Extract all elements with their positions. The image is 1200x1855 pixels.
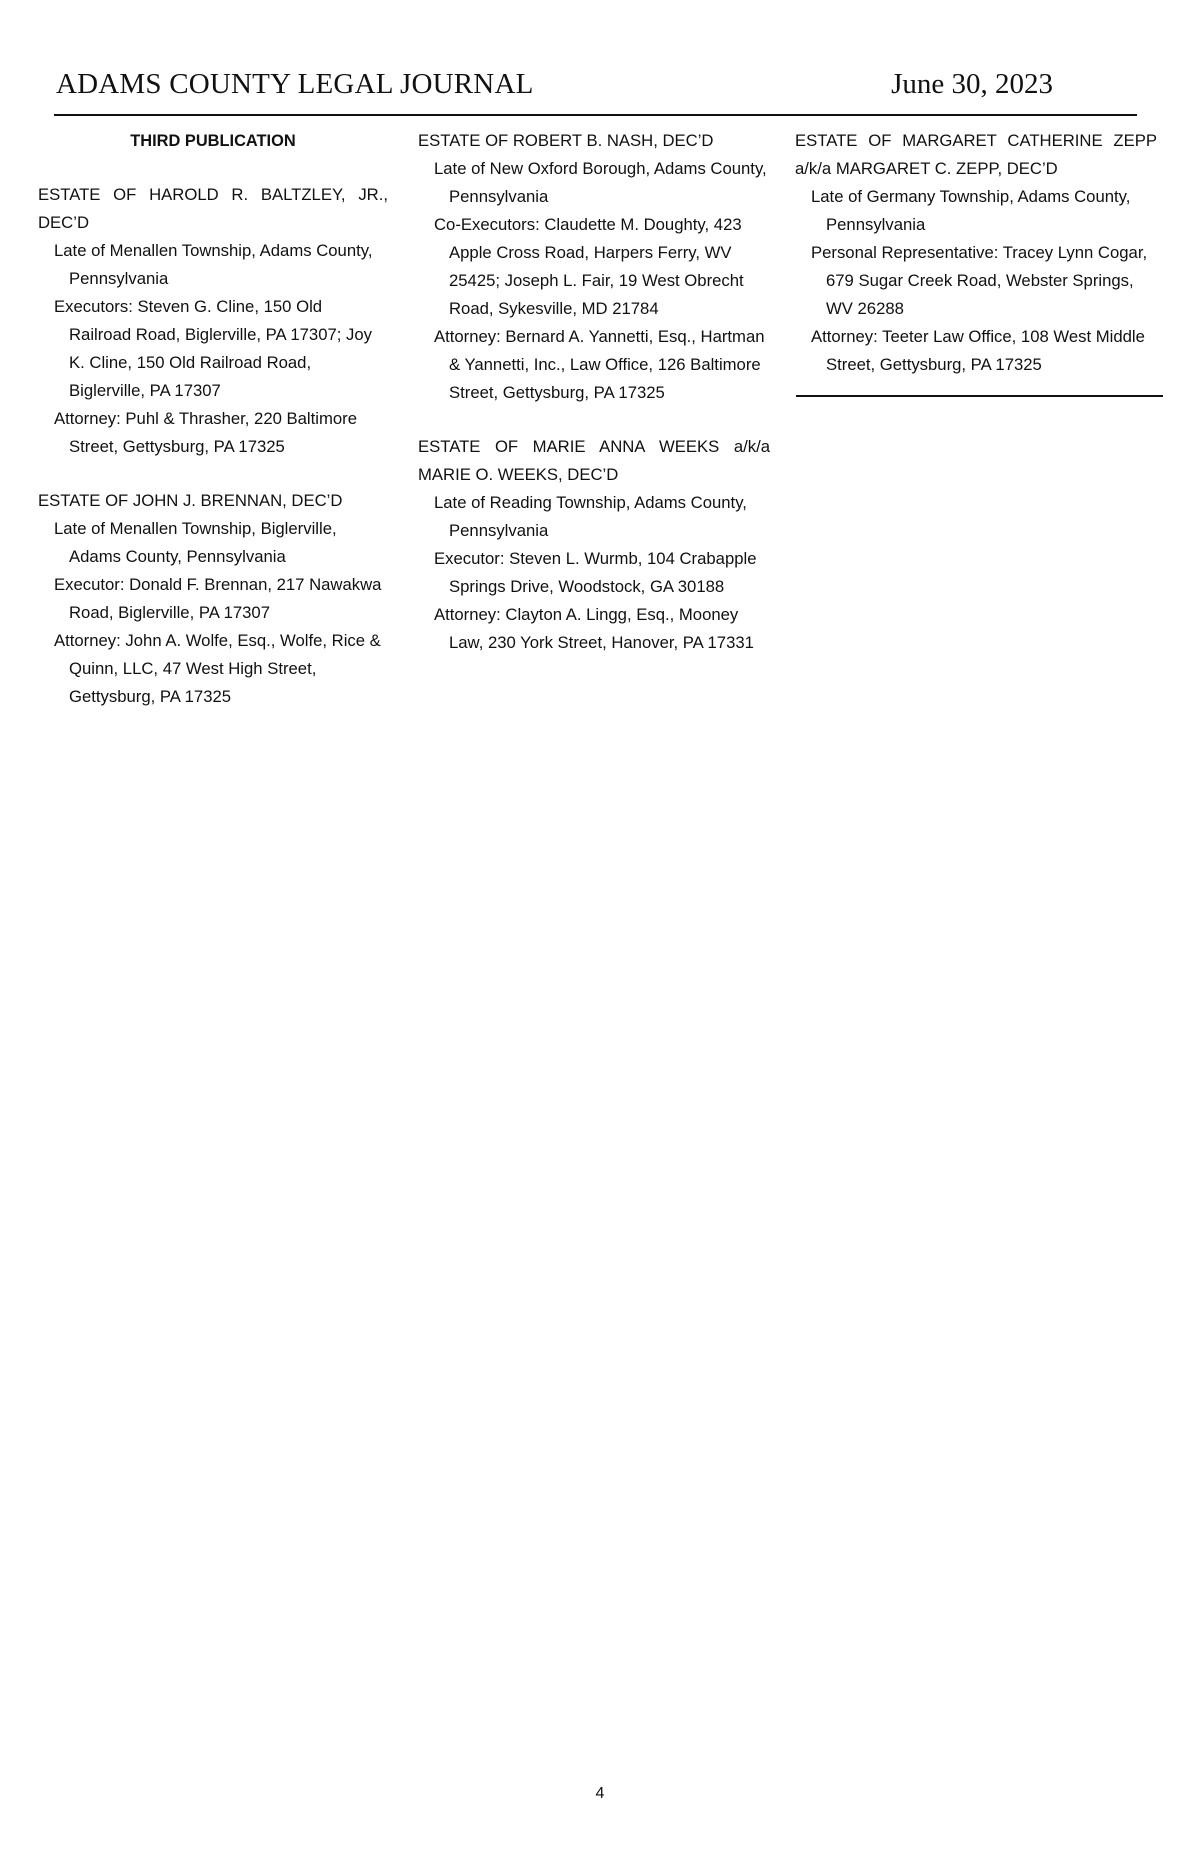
- issue-date: June 30, 2023: [891, 68, 1053, 100]
- estate-residence: Late of New Oxford Borough, Adams County, Pennsylvania: [434, 159, 767, 206]
- estate-residence: Late of Menallen Township, Biglerville, Adams County, Pennsylvania: [54, 519, 337, 566]
- estate-residence: Late of Reading Township, Adams County, Pennsylvania: [434, 493, 747, 540]
- estate-title: ESTATE OF HAROLD R. BALTZLEY, JR., DEC’D: [38, 185, 388, 232]
- estate-executor: Co-Executors: Claudette M. Doughty, 423 Apple Cross Road, Harpers Ferry, WV 25425; Joseph L. Fair, 19 West Obrecht Road, Sykesville, MD 21784: [434, 215, 744, 318]
- estate-title: ESTATE OF MARIE ANNA WEEKS a/k/a MARIE O. WEEKS, DEC’D: [418, 437, 770, 484]
- estate-title: ESTATE OF ROBERT B. NASH, DEC’D: [418, 131, 714, 150]
- estate-attorney: Attorney: Teeter Law Office, 108 West Middle Street, Gettysburg, PA 17325: [811, 327, 1145, 374]
- estate-notice: [418, 433, 770, 657]
- estate-title: ESTATE OF MARGARET CATHERINE ZEPP a/k/a MARGARET C. ZEPP, DEC’D: [795, 131, 1157, 178]
- estate-attorney: Attorney: Puhl & Thrasher, 220 Baltimore Street, Gettysburg, PA 17325: [54, 409, 358, 456]
- estate-attorney: Attorney: John A. Wolfe, Esq., Wolfe, Rice & Quinn, LLC, 47 West High Street, Gettysburg, PA 17325: [54, 631, 381, 706]
- column-1: [38, 127, 388, 737]
- estate-executor: Executor: Donald F. Brennan, 217 Nawakwa Road, Biglerville, PA 17307: [54, 575, 382, 622]
- page-number: 4: [595, 1785, 605, 1802]
- estate-title: ESTATE OF JOHN J. BRENNAN, DEC’D: [38, 491, 343, 510]
- column-2: [418, 127, 770, 683]
- estate-executor: Executors: Steven G. Cline, 150 Old Railroad Road, Biglerville, PA 17307; Joy K. Cline, 150 Old Railroad Road, Biglerville, PA 17307: [54, 297, 373, 400]
- estate-notice: [795, 127, 1157, 379]
- estate-residence: Late of Germany Township, Adams County, Pennsylvania: [811, 187, 1131, 234]
- journal-title: ADAMS COUNTY LEGAL JOURNAL: [56, 68, 534, 100]
- estate-notice: [38, 487, 388, 711]
- estate-attorney: Attorney: Clayton A. Lingg, Esq., Mooney Law, 230 York Street, Hanover, PA 17331: [434, 605, 754, 652]
- section-end-rule: [796, 395, 1163, 397]
- column-3: [795, 127, 1157, 397]
- estate-attorney: Attorney: Bernard A. Yannetti, Esq., Hartman & Yannetti, Inc., Law Office, 126 Baltimore Street, Gettysburg, PA 17325: [434, 327, 765, 402]
- estate-executor: Executor: Steven L. Wurmb, 104 Crabapple Springs Drive, Woodstock, GA 30188: [434, 549, 757, 596]
- estate-notice: [418, 127, 770, 407]
- section-heading: THIRD PUBLICATION: [130, 132, 296, 150]
- estate-executor: Personal Representative: Tracey Lynn Cogar, 679 Sugar Creek Road, Webster Springs, WV 26288: [811, 243, 1148, 318]
- estate-notice: [38, 181, 388, 461]
- journal-header: [54, 64, 1137, 116]
- estate-residence: Late of Menallen Township, Adams County, Pennsylvania: [54, 241, 373, 288]
